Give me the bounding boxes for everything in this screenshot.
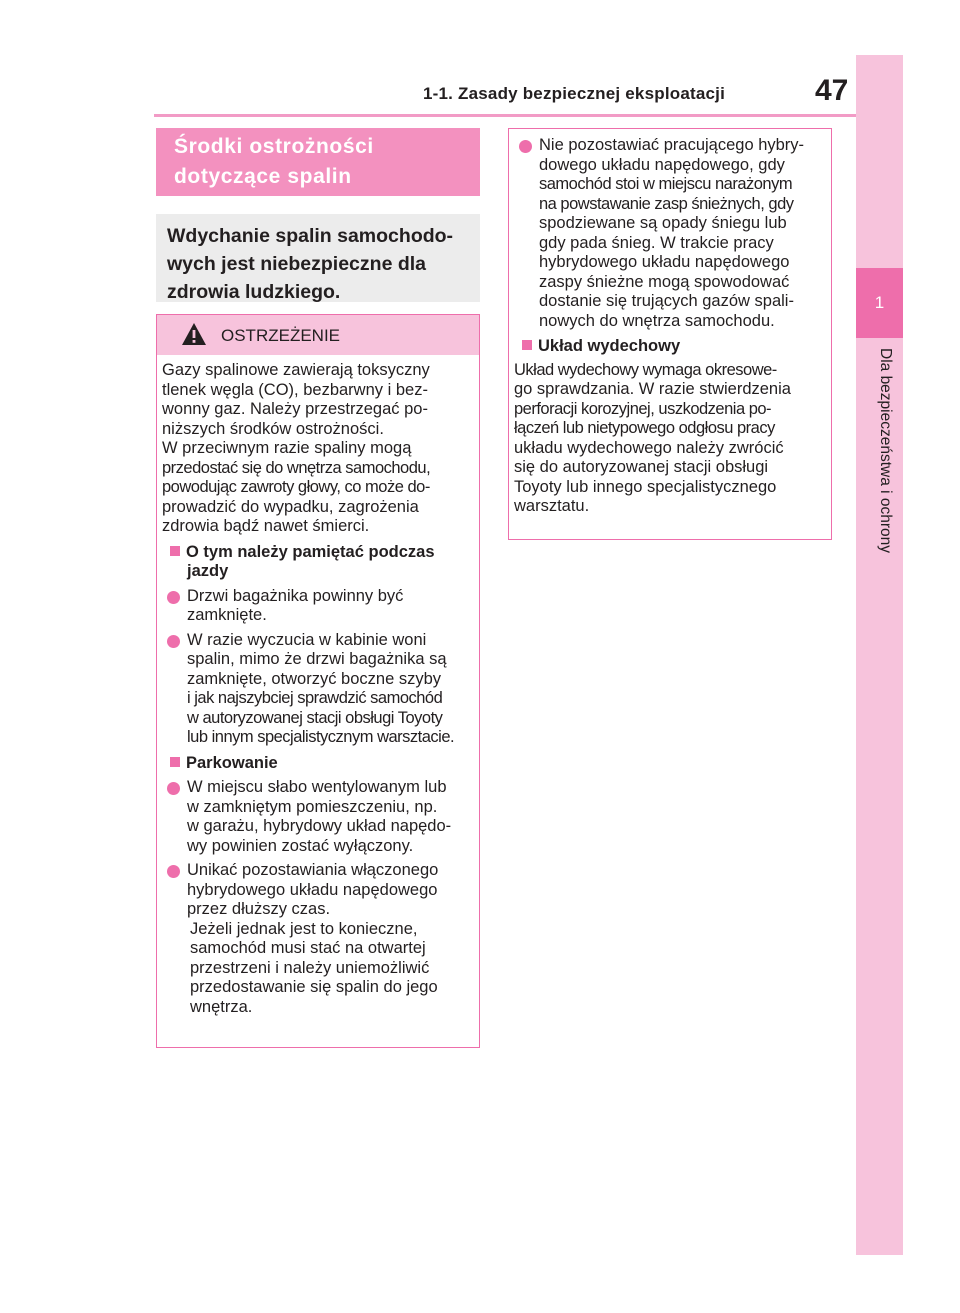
- text-line: hybrydowego układu napędowego: [539, 253, 790, 271]
- text-line: perforacji korozyjnej, uszkodzenia po-: [514, 399, 772, 418]
- text-line: dowego układu napędowego, gdy: [539, 155, 785, 174]
- subheading-driving: [162, 543, 476, 582]
- text-line: W razie wyczucia w kabinie woni: [187, 630, 427, 649]
- text-line: warsztatu.: [514, 497, 590, 515]
- text-line: W miejscu słabo wentylowanym lub: [187, 778, 447, 796]
- text-line: samochód stoi w miejscu narażonym: [539, 175, 793, 193]
- text-line: przedostawanie się spalin do jego: [190, 978, 438, 996]
- chapter-side-strip: [856, 55, 903, 1255]
- text-line: Drzwi bagażnika powinny być: [187, 586, 404, 605]
- intro-line: wych jest niebezpieczne dla: [167, 253, 427, 275]
- text-line: spodziewane są opady śniegu lub: [539, 214, 787, 232]
- warning-box: [156, 314, 480, 1048]
- round-bullet-icon: [167, 591, 180, 604]
- warning-text: [162, 361, 476, 537]
- heading-line: jazdy: [187, 562, 229, 580]
- text-line: Gazy spalinowe zawierają toksyczny: [162, 361, 430, 379]
- heading-line: O tym należy pamiętać podczas: [186, 542, 435, 561]
- text-line: zamknięte.: [187, 606, 267, 624]
- section-title: [156, 128, 480, 196]
- text-line: wonny gaz. Należy przestrzegać po-: [162, 400, 428, 418]
- text-line: w zamkniętym pomieszczeniu, np.: [187, 797, 438, 816]
- square-bullet-icon: [170, 546, 180, 556]
- text-line: przestrzeni i należy uniemożliwić: [190, 958, 430, 977]
- list-item: [162, 587, 476, 626]
- text-line: go sprawdzania. W razie stwierdzenia: [514, 380, 791, 398]
- round-bullet-icon: [167, 865, 180, 878]
- text-line: tlenek węgla (CO), bezbarwny i bez-: [162, 380, 428, 399]
- continuation-body: [514, 131, 828, 517]
- text-line: się do autoryzowanej stacji obsługi: [514, 458, 769, 476]
- text-line: Nie pozostawiać pracującego hybry-: [539, 136, 805, 154]
- chapter-number-tab: 1: [856, 268, 903, 338]
- text-line: na powstawanie zasp śnieżnych, gdy: [539, 194, 794, 213]
- text-line: zaspy śnieżne mogą spowodować: [539, 272, 790, 291]
- list-item: [162, 631, 476, 748]
- warning-body: [162, 361, 476, 1021]
- text-line: Unikać pozostawiania włączonego: [187, 861, 439, 879]
- text-line: zamknięte, otworzyć boczne szyby: [187, 669, 442, 688]
- text-line: w autoryzowanej stacji obsługi Toyoty: [187, 708, 443, 727]
- text-line: i jak najszybciej sprawdzić samochód: [187, 689, 443, 707]
- text-line: prowadzić do wypadku, zagrożenia: [162, 497, 419, 516]
- chapter-title-vertical: Dla bezpieczeństwa i ochrony: [877, 348, 894, 554]
- exhaust-text: [514, 361, 828, 517]
- subheading-exhaust-system: [514, 337, 828, 357]
- round-bullet-icon: [167, 782, 180, 795]
- warning-label: OSTRZEŻENIE: [221, 326, 341, 345]
- text-line: przedostać się do wnętrza samochodu,: [162, 458, 431, 477]
- text-line: dostanie się trujących gazów spali-: [539, 292, 794, 310]
- text-line: niższych środków ostrożności.: [162, 419, 384, 438]
- warning-continuation-box: [508, 128, 832, 540]
- text-line: Układ wydechowy wymaga okresowe-: [514, 360, 777, 379]
- heading-line: Układ wydechowy: [538, 337, 681, 355]
- header-rule: [154, 114, 856, 117]
- text-line: wy powinien zostać wyłączony.: [187, 836, 414, 855]
- text-line: W przeciwnym razie spaliny mogą: [162, 439, 412, 457]
- section-title-line: Środki ostrożności: [174, 135, 374, 158]
- text-line: nowych do wnętrza samochodu.: [539, 311, 775, 330]
- text-line: gdy pada śnieg. W trakcie pracy: [539, 233, 774, 252]
- running-header: 1-1. Zasady bezpiecznej eksploatacji: [423, 84, 725, 103]
- text-line: zdrowia bądź nawet śmierci.: [162, 517, 370, 535]
- text-line: przez dłuższy czas.: [187, 900, 331, 918]
- text-line: lub innym specjalistycznym warsztacie.: [187, 728, 455, 746]
- list-item: [162, 778, 476, 856]
- text-line: Toyoty lub innego specjalistycznego: [514, 477, 777, 496]
- intro-line: Wdychanie spalin samochodo-: [167, 225, 454, 247]
- text-line: samochód musi stać na otwartej: [190, 939, 426, 957]
- intro-line: zdrowia ludzkiego.: [167, 281, 341, 303]
- subheading-parking: [162, 754, 476, 774]
- text-line: w garażu, hybrydowy układ napędo-: [187, 817, 452, 835]
- text-line: układu wydechowego należy zwrócić: [514, 438, 784, 457]
- heading-line: Parkowanie: [186, 753, 278, 772]
- section-title-line: dotyczące spalin: [174, 165, 352, 188]
- page-number: 47: [815, 74, 849, 107]
- square-bullet-icon: [522, 340, 532, 350]
- list-item: [514, 136, 828, 331]
- round-bullet-icon: [519, 140, 532, 153]
- text-line: wnętrza.: [190, 997, 253, 1016]
- text-line: hybrydowego układu napędowego: [187, 880, 438, 899]
- square-bullet-icon: [170, 757, 180, 767]
- text-line: łączeń lub nietypowego odgłosu pracy: [514, 419, 775, 437]
- text-line: spalin, mimo że drzwi bagażnika są: [187, 650, 447, 668]
- warning-header: [157, 315, 479, 355]
- round-bullet-icon: [167, 635, 180, 648]
- text-line: powodując zawroty głowy, co może do-: [162, 478, 430, 496]
- intro-box: [156, 214, 480, 302]
- text-line: Jeżeli jednak jest to konieczne,: [190, 919, 418, 938]
- warning-triangle-icon: [181, 322, 207, 346]
- list-item: [162, 861, 476, 1017]
